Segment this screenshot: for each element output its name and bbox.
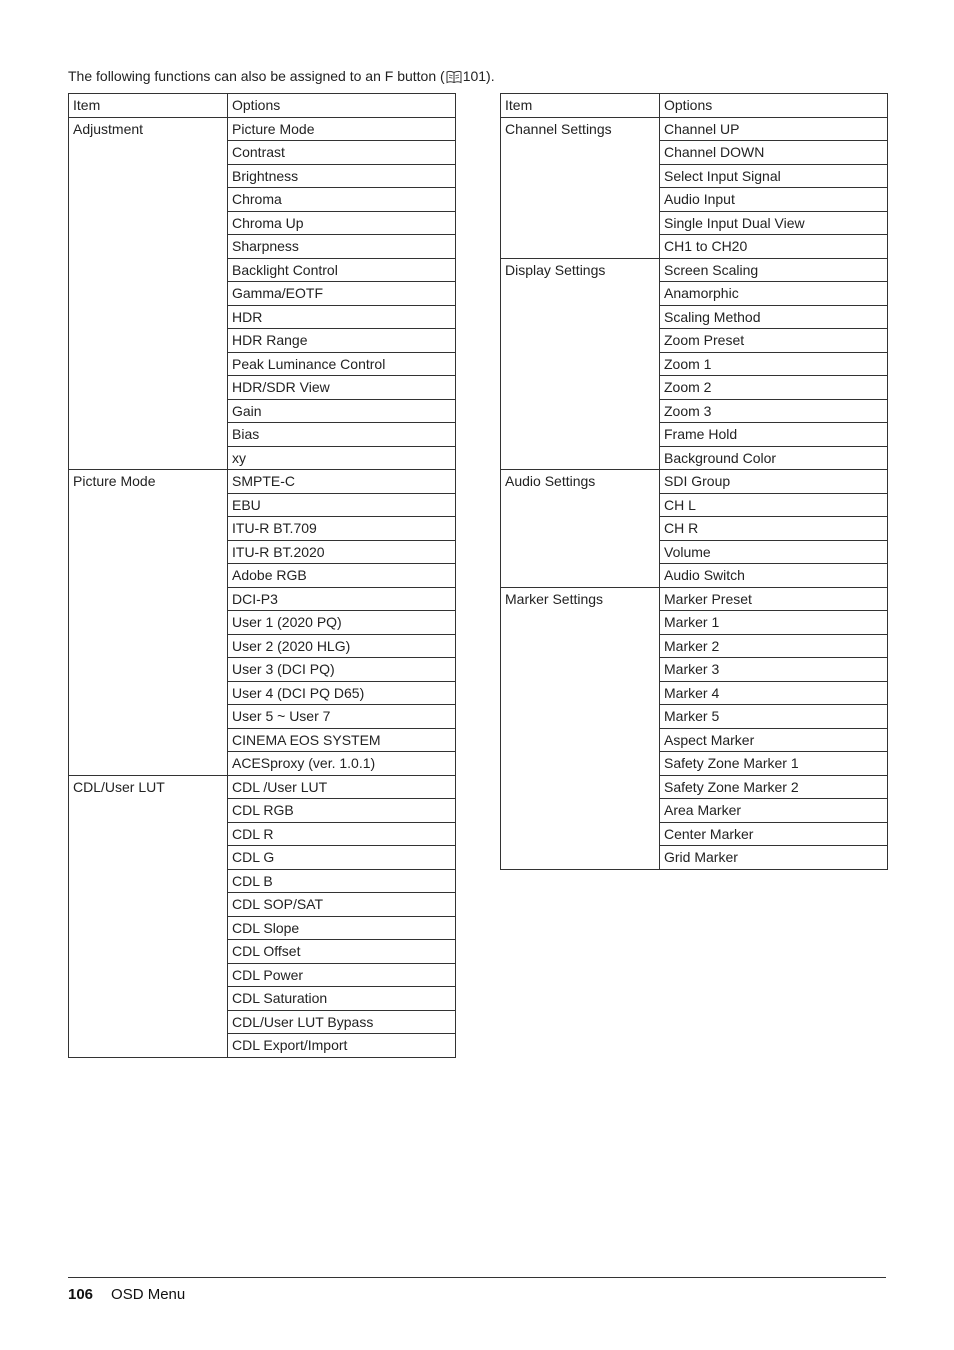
option-cell: CDL/User LUT Bypass <box>228 1010 456 1034</box>
option-cell: Marker 4 <box>660 681 888 705</box>
option-cell: CH L <box>660 493 888 517</box>
option-cell: Scaling Method <box>660 305 888 329</box>
option-cell: Anamorphic <box>660 282 888 306</box>
option-cell: CDL Slope <box>228 916 456 940</box>
option-cell: CH1 to CH20 <box>660 235 888 259</box>
option-cell: CINEMA EOS SYSTEM <box>228 728 456 752</box>
option-cell: Contrast <box>228 141 456 165</box>
intro-page-ref: 101 <box>462 68 487 84</box>
option-cell: Marker Preset <box>660 587 888 611</box>
section-title: OSD Menu <box>111 1286 186 1303</box>
table-row <box>501 587 888 611</box>
item-cell: Audio Settings <box>501 470 660 588</box>
page-footer <box>68 1285 185 1305</box>
option-cell: Volume <box>660 540 888 564</box>
functions-table-right <box>500 93 888 870</box>
option-cell: Center Marker <box>660 822 888 846</box>
option-cell: CDL Power <box>228 963 456 987</box>
option-cell: Background Color <box>660 446 888 470</box>
option-cell: CDL R <box>228 822 456 846</box>
item-cell: Adjustment <box>69 117 228 470</box>
option-cell: CDL SOP/SAT <box>228 893 456 917</box>
option-cell: Bias <box>228 423 456 447</box>
option-cell: Marker 5 <box>660 705 888 729</box>
option-cell: Screen Scaling <box>660 258 888 282</box>
item-cell: Picture Mode <box>69 470 228 776</box>
table-row <box>501 117 888 141</box>
option-cell: Adobe RGB <box>228 564 456 588</box>
option-cell: EBU <box>228 493 456 517</box>
option-cell: ITU-R BT.2020 <box>228 540 456 564</box>
option-cell: Gamma/EOTF <box>228 282 456 306</box>
option-cell: CDL G <box>228 846 456 870</box>
option-cell: Chroma Up <box>228 211 456 235</box>
option-cell: Picture Mode <box>228 117 456 141</box>
header-item: Item <box>501 94 660 118</box>
option-cell: Zoom 2 <box>660 376 888 400</box>
option-cell: Channel DOWN <box>660 141 888 165</box>
table-row <box>69 470 456 494</box>
option-cell: Select Input Signal <box>660 164 888 188</box>
functions-table-left <box>68 93 456 1058</box>
page-number: 106 <box>68 1286 94 1303</box>
option-cell: HDR <box>228 305 456 329</box>
item-cell: Marker Settings <box>501 587 660 869</box>
table-row <box>501 258 888 282</box>
option-cell: Gain <box>228 399 456 423</box>
option-cell: Marker 2 <box>660 634 888 658</box>
option-cell: Area Marker <box>660 799 888 823</box>
option-cell: Aspect Marker <box>660 728 888 752</box>
option-cell: User 3 (DCI PQ) <box>228 658 456 682</box>
option-cell: Peak Luminance Control <box>228 352 456 376</box>
footer-divider <box>68 1277 886 1278</box>
option-cell: Channel UP <box>660 117 888 141</box>
option-cell: Audio Switch <box>660 564 888 588</box>
item-cell: Display Settings <box>501 258 660 470</box>
option-cell: Grid Marker <box>660 846 888 870</box>
option-cell: SDI Group <box>660 470 888 494</box>
option-cell: CDL Offset <box>228 940 456 964</box>
table-header-row <box>501 94 888 118</box>
option-cell: User 5 ~ User 7 <box>228 705 456 729</box>
option-cell: Audio Input <box>660 188 888 212</box>
option-cell: Sharpness <box>228 235 456 259</box>
option-cell: Marker 1 <box>660 611 888 635</box>
header-item: Item <box>69 94 228 118</box>
item-cell: Channel Settings <box>501 117 660 258</box>
option-cell: HDR Range <box>228 329 456 353</box>
option-cell: DCI-P3 <box>228 587 456 611</box>
option-cell: xy <box>228 446 456 470</box>
option-cell: Frame Hold <box>660 423 888 447</box>
option-cell: SMPTE-C <box>228 470 456 494</box>
option-cell: Zoom 3 <box>660 399 888 423</box>
option-cell: CH R <box>660 517 888 541</box>
header-options: Options <box>228 94 456 118</box>
option-cell: ACESproxy (ver. 1.0.1) <box>228 752 456 776</box>
option-cell: CDL RGB <box>228 799 456 823</box>
option-cell: Zoom Preset <box>660 329 888 353</box>
option-cell: User 4 (DCI PQ D65) <box>228 681 456 705</box>
option-cell: HDR/SDR View <box>228 376 456 400</box>
intro-suffix: ). <box>486 68 495 84</box>
option-cell: Marker 3 <box>660 658 888 682</box>
option-cell: User 2 (2020 HLG) <box>228 634 456 658</box>
table-row <box>69 117 456 141</box>
option-cell: CDL B <box>228 869 456 893</box>
option-cell: CDL Saturation <box>228 987 456 1011</box>
option-cell: ITU-R BT.709 <box>228 517 456 541</box>
book-reference-icon <box>446 69 462 89</box>
intro-sentence <box>68 66 495 89</box>
option-cell: Safety Zone Marker 1 <box>660 752 888 776</box>
option-cell: Backlight Control <box>228 258 456 282</box>
option-cell: CDL Export/Import <box>228 1034 456 1058</box>
option-cell: User 1 (2020 PQ) <box>228 611 456 635</box>
option-cell: Zoom 1 <box>660 352 888 376</box>
option-cell: CDL /User LUT <box>228 775 456 799</box>
option-cell: Safety Zone Marker 2 <box>660 775 888 799</box>
intro-text: The following functions can also be assigned to an F button ( <box>68 68 445 84</box>
table-row <box>69 775 456 799</box>
option-cell: Brightness <box>228 164 456 188</box>
table-header-row <box>69 94 456 118</box>
option-cell: Single Input Dual View <box>660 211 888 235</box>
table-row <box>501 470 888 494</box>
header-options: Options <box>660 94 888 118</box>
option-cell: Chroma <box>228 188 456 212</box>
item-cell: CDL/User LUT <box>69 775 228 1057</box>
